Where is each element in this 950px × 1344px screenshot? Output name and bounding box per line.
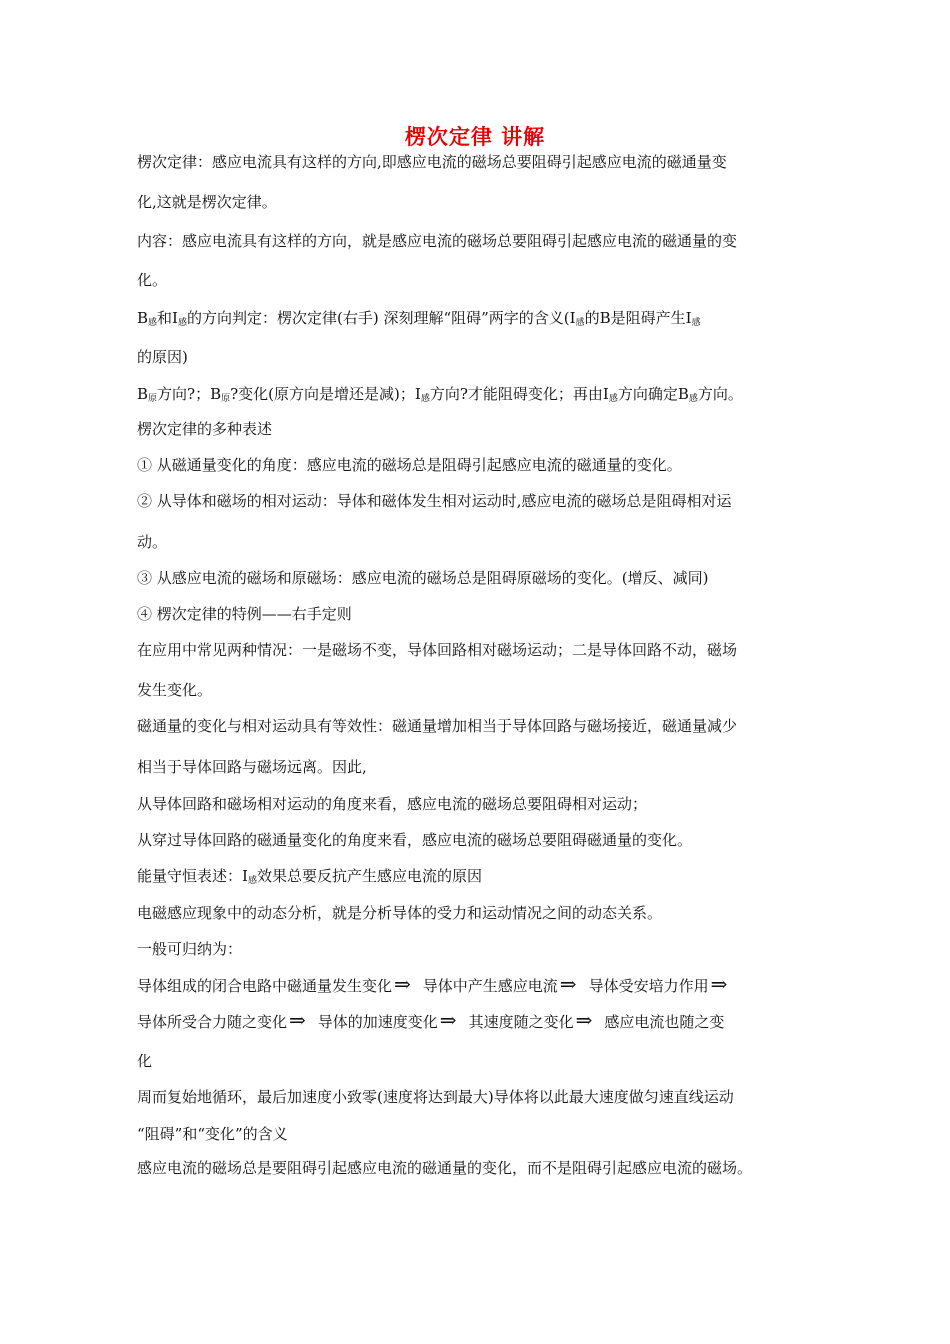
list-item: ④ 楞次定律的特例——右手定则 bbox=[137, 605, 352, 623]
double-arrow-icon: ⇒ bbox=[710, 972, 728, 996]
paragraph-line: 动。 bbox=[137, 533, 168, 551]
paragraph-line: 感应电流的磁场总是要阻碍引起感应电流的磁通量的变化，而不是阻碍引起感应电流的磁场。 bbox=[137, 1159, 753, 1177]
section-heading: “阻碍”和“变化”的含义 bbox=[137, 1125, 288, 1143]
paragraph-line: 磁通量的变化与相对运动具有等效性：磁通量增加相当于导体回路与磁场接近，磁通量减少 bbox=[137, 717, 738, 735]
paragraph-line: 楞次定律：感应电流具有这样的方向,即感应电流的磁场总要阻碍引起感应电流的磁通量变 bbox=[137, 153, 727, 171]
paragraph-line: 内容：感应电流具有这样的方向，就是感应电流的磁场总要阻碍引起感应电流的磁通量的变 bbox=[137, 232, 738, 250]
double-arrow-icon: ⇒ bbox=[575, 1008, 593, 1032]
paragraph-line: 电磁感应现象中的动态分析，就是分析导体的受力和运动情况之间的动态关系。 bbox=[137, 904, 663, 922]
double-arrow-icon: ⇒ bbox=[394, 972, 411, 996]
list-item: ② 从导体和磁场的相对运动：导体和磁体发生相对运动时,感应电流的磁场总是阻碍相对运 bbox=[137, 492, 732, 510]
double-arrow-icon: ⇒ bbox=[439, 1008, 457, 1032]
page-title: 楞次定律 讲解 bbox=[404, 125, 546, 149]
paragraph-line: 在应用中常见两种情况：一是磁场不变，导体回路相对磁场运动；二是导体回路不动，磁场 bbox=[137, 641, 738, 659]
paragraph-line: 发生变化。 bbox=[137, 681, 213, 699]
list-item: ① 从磁通量变化的角度：感应电流的磁场总是阻碍引起感应电流的磁通量的变化。 bbox=[137, 456, 682, 474]
paragraph-line: 一般可归纳为： bbox=[137, 940, 243, 958]
paragraph-line-energy: 能量守恒表述：$Ⅰ_感$效果总要反抗产生感应电流的原因 bbox=[137, 867, 482, 886]
paragraph-line-direction: $B_感$和$Ⅰ_感$的方向判定：楞次定律(右手) 深刻理解“阻碍”两字的含义($Ⅰ_感$的B是阻碍产生$Ⅰ_感$ bbox=[137, 309, 701, 328]
paragraph-line-steps: $B_原$方向?；$B_原$?变化(原方向是增还是减)；$Ⅰ_感$方向?才能阻碍变化；再由$Ⅰ_感$方向确定$B_感$方向。 bbox=[137, 385, 743, 404]
section-heading: 楞次定律的多种表述 bbox=[137, 420, 273, 438]
paragraph-line: 从穿过导体回路的磁通量变化的角度来看，感应电流的磁场总要阻碍磁通量的变化。 bbox=[137, 831, 693, 849]
chain-row-2: 导体所受合力随之变化 ⇒ 导体的加速度变化 ⇒ 其速度随之变化 ⇒ 感应电流也随之变 bbox=[137, 1008, 725, 1032]
paragraph-line: 从导体回路和磁场相对运动的角度来看，感应电流的磁场总要阻碍相对运动； bbox=[137, 795, 648, 813]
double-arrow-icon: ⇒ bbox=[559, 972, 577, 996]
paragraph-line: 周而复始地循环，最后加速度小致零(速度将达到最大)导体将以此最大速度做匀速直线运动 bbox=[137, 1088, 734, 1106]
paragraph-line: 化 bbox=[137, 1052, 153, 1070]
double-arrow-icon: ⇒ bbox=[289, 1008, 306, 1032]
paragraph-line: 相当于导体回路与磁场远离。因此, bbox=[137, 758, 367, 776]
chain-row-1: 导体组成的闭合电路中磁通量发生变化 ⇒ 导体中产生感应电流 ⇒ 导体受安培力作用 ⇒ bbox=[137, 972, 728, 996]
list-item: ③ 从感应电流的磁场和原磁场：感应电流的磁场总是阻碍原磁场的变化。(增反、减同) bbox=[137, 569, 709, 587]
paragraph-line: 化,这就是楞次定律。 bbox=[137, 193, 277, 211]
paragraph-line: 的原因) bbox=[137, 348, 188, 366]
paragraph-line: 化。 bbox=[137, 271, 168, 289]
